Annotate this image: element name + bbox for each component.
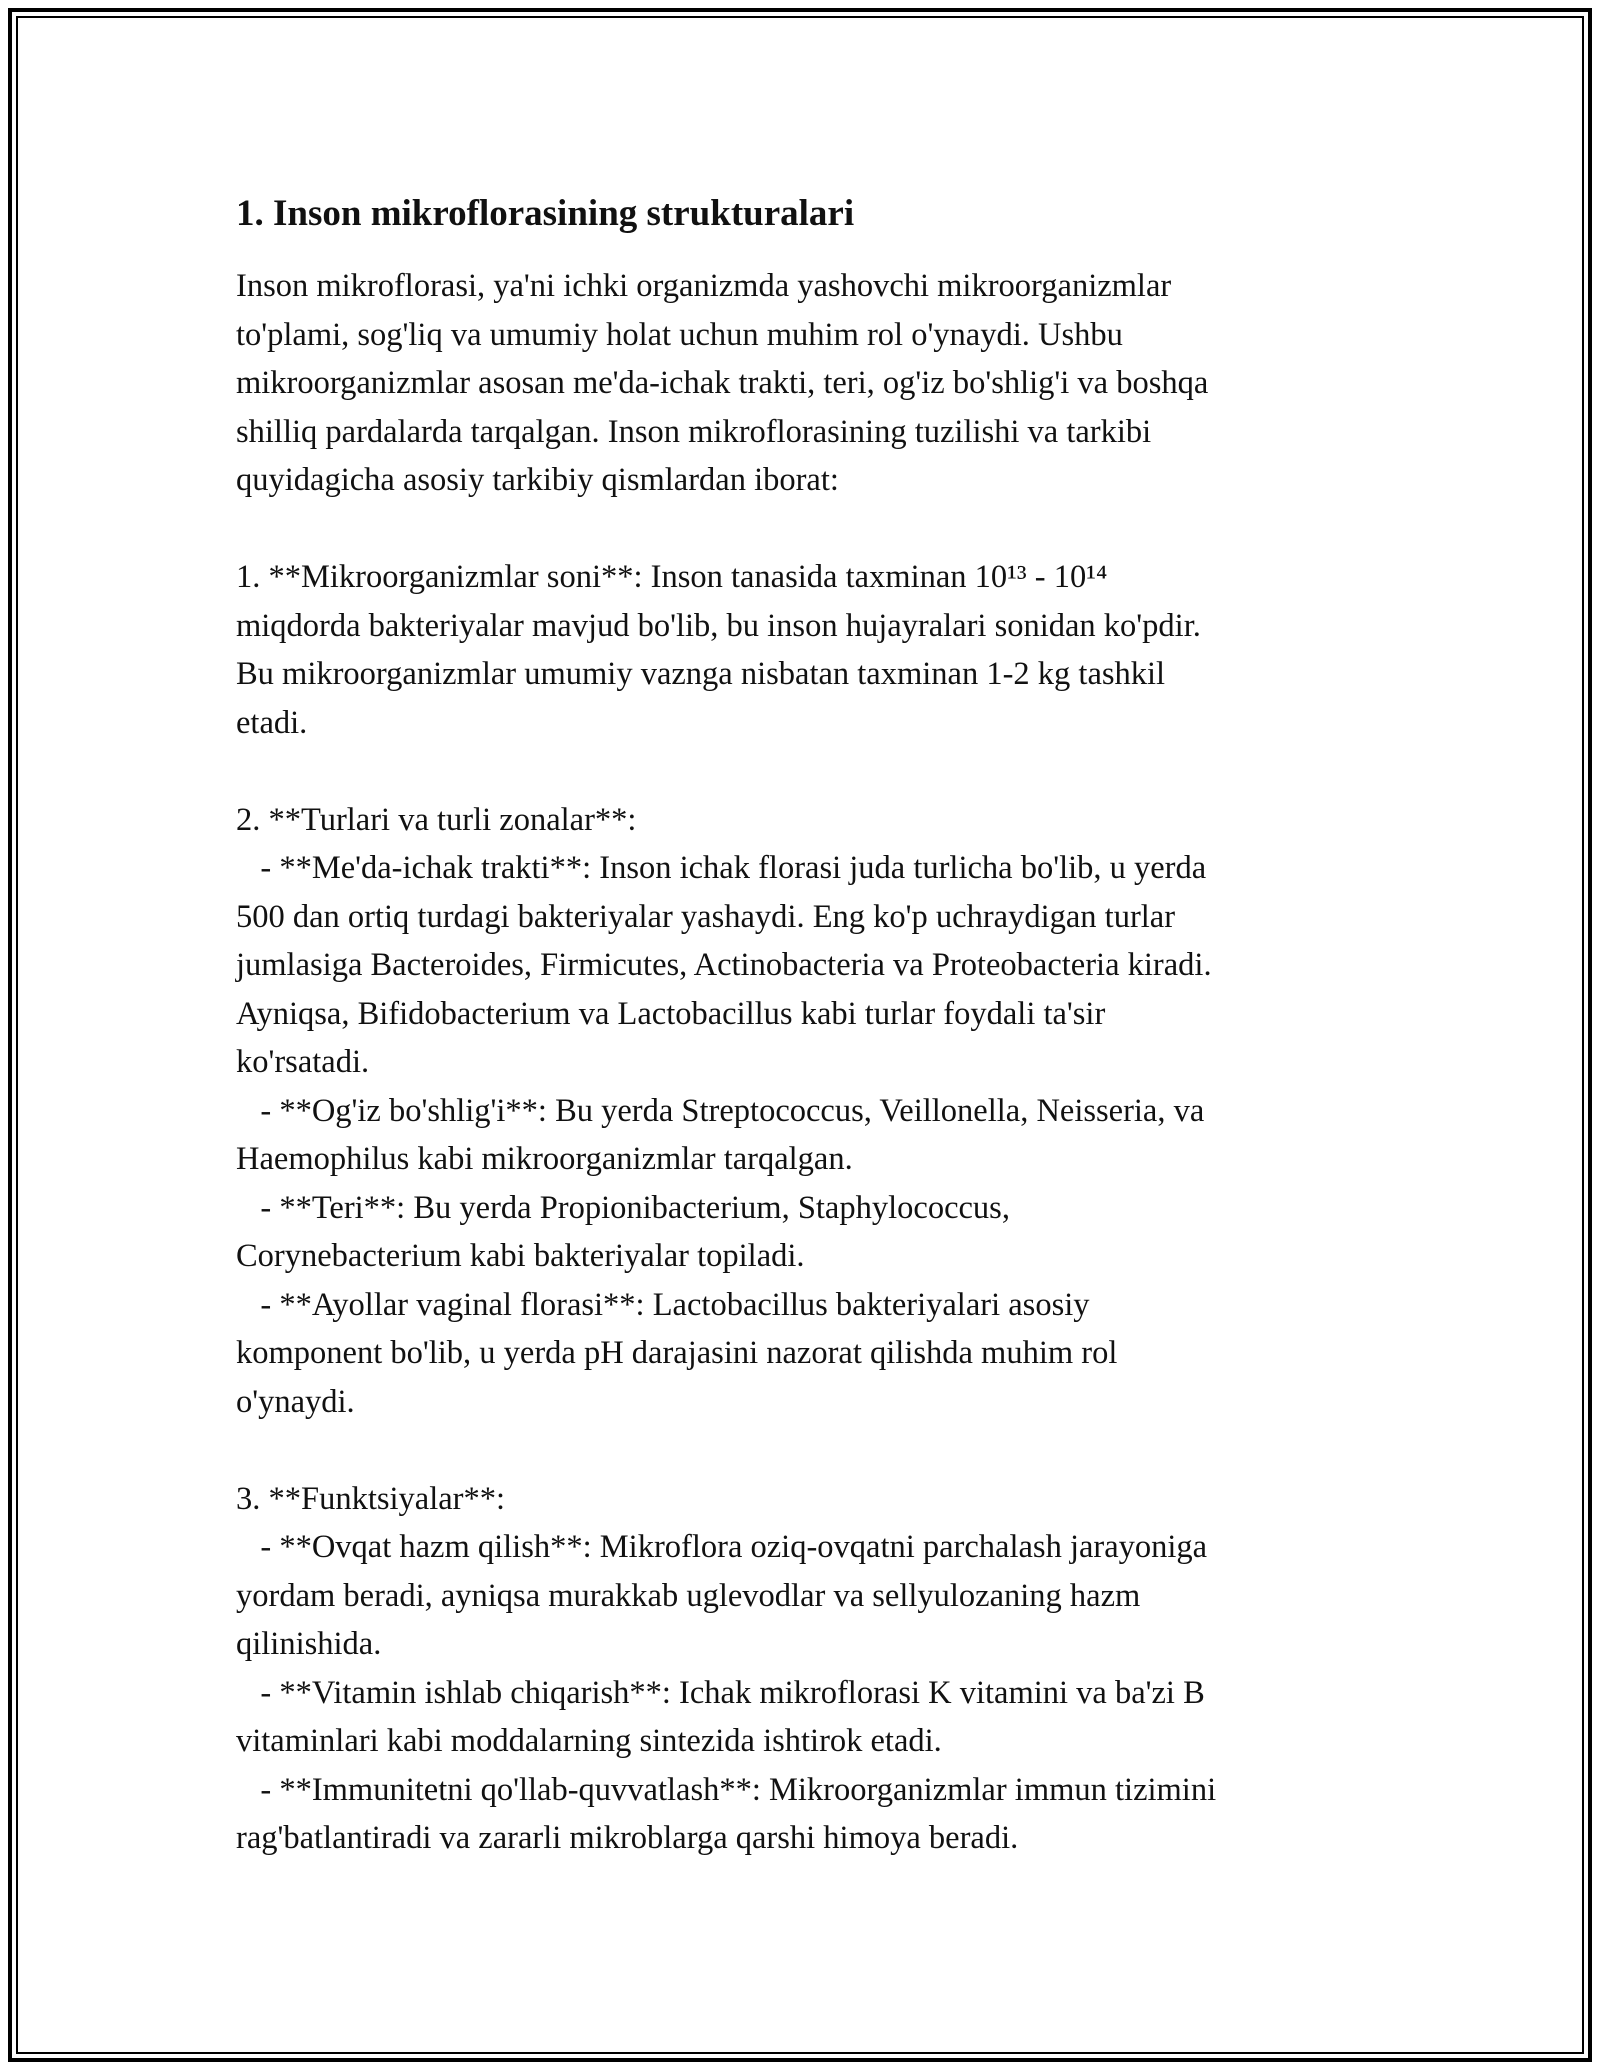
section-2-line: - **Me'da-ichak trakti**: Inson ichak florasi juda turlicha bo'lib, u yerda — [236, 850, 1207, 886]
section-2-line: Corynebacterium kabi bakteriyalar topiladi. — [236, 1238, 805, 1274]
blank-line — [236, 505, 1366, 554]
section-3-heading: 3. **Funktsiyalar**: — [236, 1480, 506, 1517]
section-2-line: Haemophilus kabi mikroorganizmlar tarqalgan. — [236, 1141, 853, 1177]
section-2-heading: 2. **Turlari va turli zonalar**: — [236, 801, 637, 838]
section-2-line: - **Ayollar vaginal florasi**: Lactobacillus bakteriyalari asosiy — [236, 1286, 1090, 1323]
section-2-line: komponent bo'lib, u yerda pH darajasini nazorat qilishda muhim rol — [236, 1335, 1118, 1371]
section-3-line: - **Ovqat hazm qilish**: Mikroflora oziq-ovqatni parchalash jarayoniga — [236, 1529, 1208, 1565]
section-3-line: rag'batlantiradi va zararli mikroblarga qarshi himoya beradi. — [236, 1820, 1019, 1856]
section-1-line: miqdorda bakteriyalar mavjud bo'lib, bu inson hujayralari sonidan ko'pdir. — [236, 607, 1201, 644]
section-3-line: yordam beradi, ayniqsa murakkab uglevodlar va sellyulozaning hazm — [236, 1577, 1141, 1614]
intro-line: shilliq pardalarda tarqalgan. Inson mikroflorasining tuzilishi va tarkibi — [236, 413, 1152, 450]
section-3-line: - **Vitamin ishlab chiqarish**: Ichak mikroflorasi K vitamini va ba'zi B — [236, 1674, 1205, 1711]
blank-line — [236, 747, 1366, 796]
section-2-line: - **Og'iz bo'shlig'i**: Bu yerda Streptococcus, Veillonella, Neisseria, va — [236, 1092, 1205, 1129]
section-3-line: - **Immunitetni qo'llab-quvvatlash**: Mikroorganizmlar immun tizimini — [236, 1771, 1217, 1808]
blank-line — [236, 1426, 1366, 1475]
section-3-line: qilinishida. — [236, 1626, 382, 1662]
intro-line: Inson mikroflorasi, ya'ni ichki organizmda yashovchi mikroorganizmlar — [236, 268, 1172, 304]
intro-line: to'plami, sog'liq va umumiy holat uchun muhim rol o'ynaydi. Ushbu — [236, 316, 1123, 353]
section-2-line: - **Teri**: Bu yerda Propionibacterium, Staphylococcus, — [236, 1189, 1010, 1226]
document-body — [236, 186, 1366, 1863]
section-2-line: o'ynaydi. — [236, 1383, 355, 1420]
intro-line: quyidagicha asosiy tarkibiy qismlardan iborat: — [236, 462, 839, 498]
section-1-line: 1. **Mikroorganizmlar soni**: Inson tanasida taxminan 10¹³ - 10¹⁴ — [236, 559, 1108, 595]
section-2-line: ko'rsatadi. — [236, 1044, 370, 1080]
section-2-line: jumlasiga Bacteroides, Firmicutes, Actinobacteria va Proteobacteria kiradi. — [236, 947, 1212, 983]
section-3-line: vitaminlari kabi moddalarning sintezida ishtirok etadi. — [236, 1723, 942, 1759]
document-title: 1. Inson mikroflorasining strukturalari — [236, 193, 855, 234]
intro-line: mikroorganizmlar asosan me'da-ichak trakti, teri, og'iz bo'shlig'i va boshqa — [236, 365, 1209, 401]
section-1-line: Bu mikroorganizmlar umumiy vaznga nisbatan taxminan 1-2 kg tashkil — [236, 656, 1166, 692]
section-1-line: etadi. — [236, 704, 308, 741]
section-2-line: Ayniqsa, Bifidobacterium va Lactobacillus kabi turlar foydali ta'sir — [236, 995, 1106, 1032]
section-2-line: 500 dan ortiq turdagi bakteriyalar yashaydi. Eng ko'p uchraydigan turlar — [236, 898, 1176, 935]
